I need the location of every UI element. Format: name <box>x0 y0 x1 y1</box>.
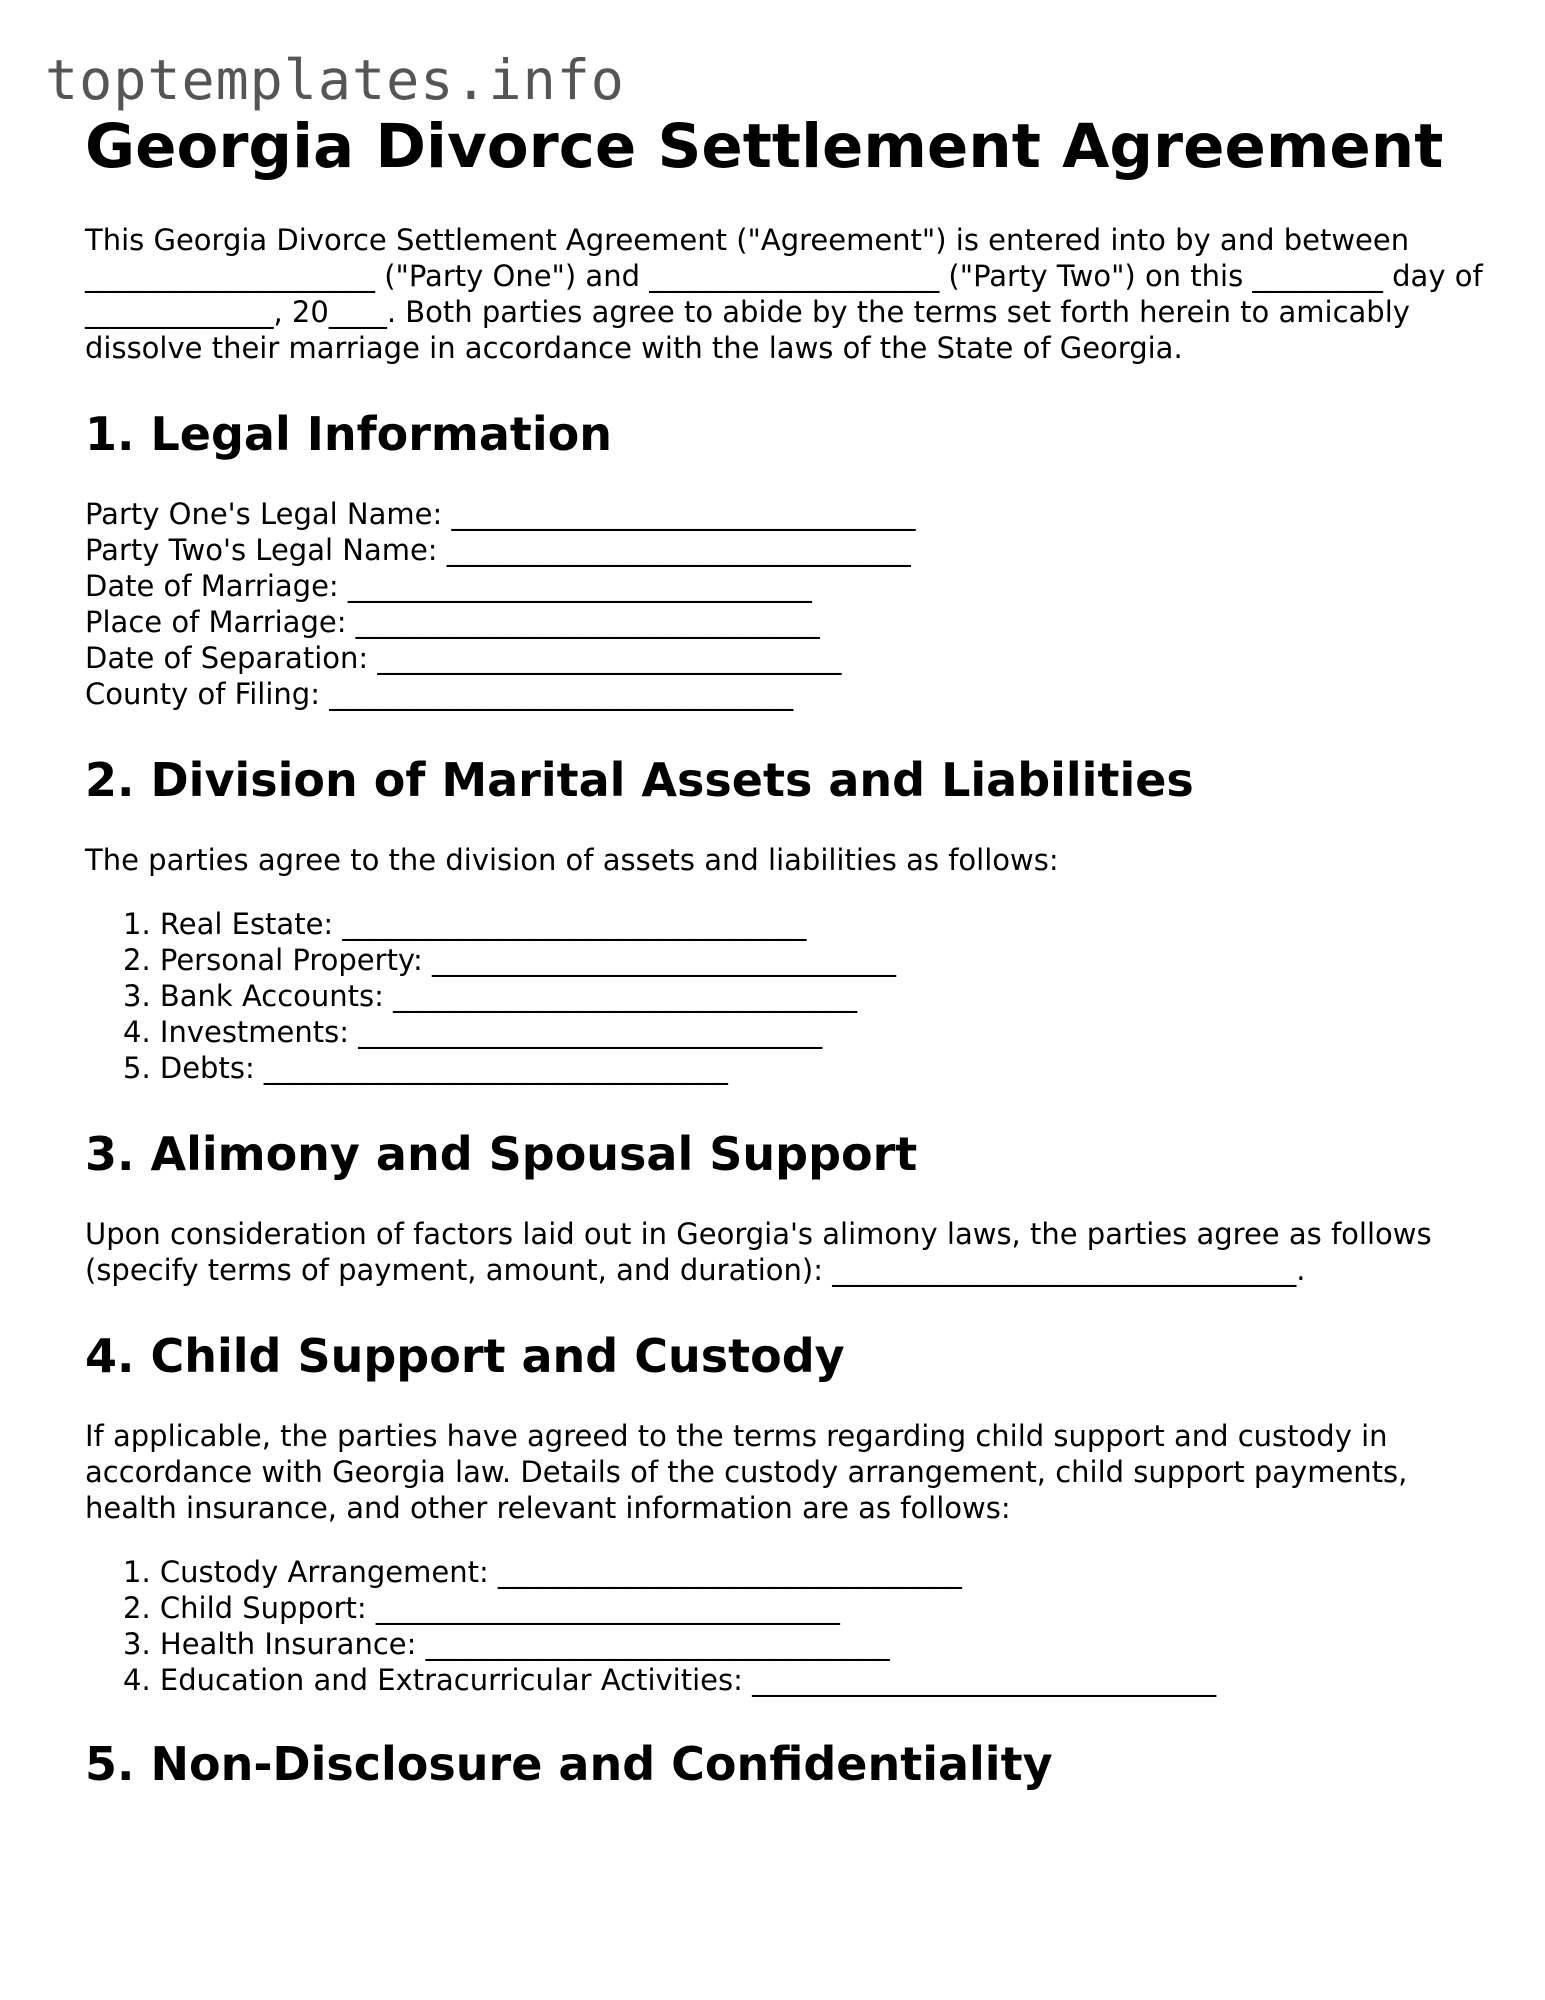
list-item: 2. Child Support: ________________________________ <box>123 1591 840 1625</box>
field-date-of-marriage: Date of Marriage: ________________________________ <box>85 569 812 603</box>
list-item: 4. Education and Extracurricular Activities: ________________________________ <box>123 1663 1217 1697</box>
alimony-text: Upon consideration of factors laid out in Georgia's alimony laws, the parties agree as follows (specify terms of payment, amount, and duration): ________________________________. <box>85 1217 1432 1287</box>
section-child-heading: 4. Child Support and Custody <box>85 1329 845 1383</box>
list-item: 3. Bank Accounts: ________________________________ <box>123 979 858 1013</box>
list-item: 2. Personal Property: ________________________________ <box>123 943 896 977</box>
list-item: 4. Investments: ________________________________ <box>123 1015 823 1049</box>
section-assets-heading: 2. Division of Marital Assets and Liabilities <box>85 753 1194 807</box>
document-title: Georgia Divorce Settlement Agreement <box>85 111 1444 182</box>
child-list <box>85 1554 1485 1698</box>
field-date-of-separation: Date of Separation: ________________________________ <box>85 641 842 675</box>
section-nda-heading: 5. Non-Disclosure and Confidentiality <box>85 1737 1053 1791</box>
list-item: 1. Custody Arrangement: ________________________________ <box>123 1555 962 1589</box>
section-legal-heading: 1. Legal Information <box>85 407 613 461</box>
list-item: 3. Health Insurance: ________________________________ <box>123 1627 890 1661</box>
list-item: 1. Real Estate: ________________________________ <box>123 907 807 941</box>
section-alimony-heading: 3. Alimony and Spousal Support <box>85 1127 918 1181</box>
intro-paragraph: This Georgia Divorce Settlement Agreement ("Agreement") is entered into by and between ____________________ ("Party One") and ____________________ ("Party Two") on this _________ day of _____________, 20____. Both parties agree to abide by the terms set forth herein to amicably dissolve their marriage in accordance with the laws of the State of Georgia. <box>85 223 1483 365</box>
field-party-one-name: Party One's Legal Name: ________________________________ <box>85 497 916 531</box>
assets-list <box>85 906 1485 1086</box>
legal-fields <box>85 496 1485 712</box>
child-text: If applicable, the parties have agreed to the terms regarding child support and custody in accordance with Georgia law. Details of the custody arrangement, child support payments, health insurance, and other relevant information are as follows: <box>85 1419 1408 1525</box>
list-item: 5. Debts: ________________________________ <box>123 1051 728 1085</box>
field-party-two-name: Party Two's Legal Name: ________________________________ <box>85 533 911 567</box>
field-county-of-filing: County of Filing: ________________________________ <box>85 677 794 711</box>
document <box>85 108 1485 1794</box>
assets-intro: The parties agree to the division of assets and liabilities as follows: <box>85 843 1059 877</box>
watermark: toptemplates.info <box>45 48 625 112</box>
field-place-of-marriage: Place of Marriage: ________________________________ <box>85 605 820 639</box>
